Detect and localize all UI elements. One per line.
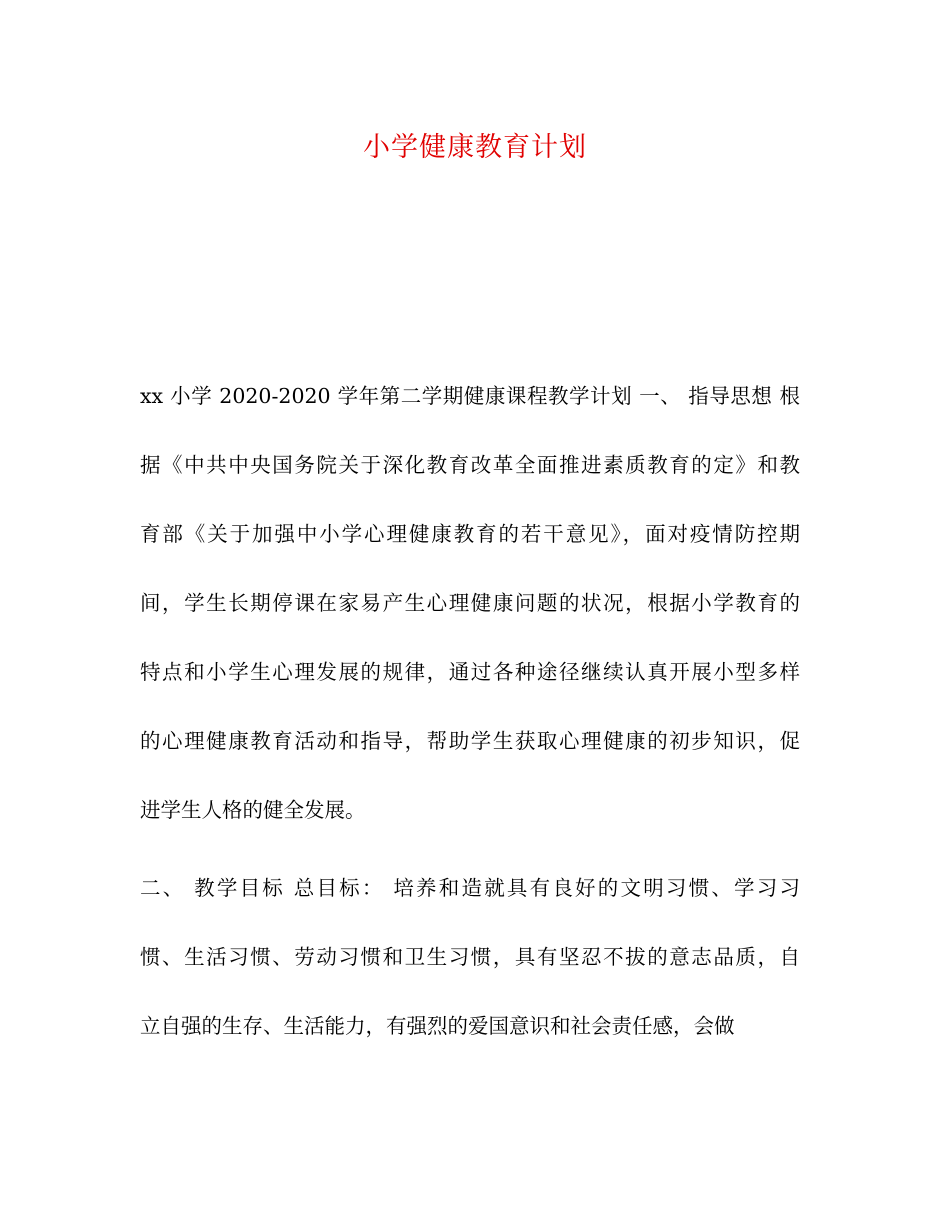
body-line: 特点和小学生心理发展的规律，通过各种途径继续认真开展小型多样 bbox=[140, 660, 800, 684]
document-title: 小学健康教育计划 bbox=[363, 132, 587, 163]
body-line: xx 小学 2020-2020 学年第二学期健康课程教学计划 一、 指导思想 根 bbox=[140, 384, 800, 408]
document-body bbox=[140, 362, 800, 1061]
body-line: 二、 教学目标 总目标： 培养和造就具有良好的文明习惯、学习习 bbox=[140, 876, 800, 900]
body-line: 的心理健康教育活动和指导，帮助学生获取心理健康的初步知识，促 bbox=[140, 729, 800, 753]
body-line: 育部《关于加强中小学心理健康教育的若干意见》，面对疫情防控期 bbox=[140, 522, 800, 546]
body-line: 立自强的生存、生活能力，有强烈的爱国意识和社会责任感，会做 bbox=[140, 1014, 735, 1038]
body-line: 据《中共中央国务院关于深化教育改革全面推进素质教育的定》和教 bbox=[140, 453, 800, 477]
body-line: 进学生人格的健全发展。 bbox=[140, 798, 366, 822]
body-line: 惯、生活习惯、劳动习惯和卫生习惯，具有坚忍不拔的意志品质，自 bbox=[140, 945, 800, 969]
body-line: 间，学生长期停课在家易产生心理健康问题的状况，根据小学教育的 bbox=[140, 591, 800, 615]
